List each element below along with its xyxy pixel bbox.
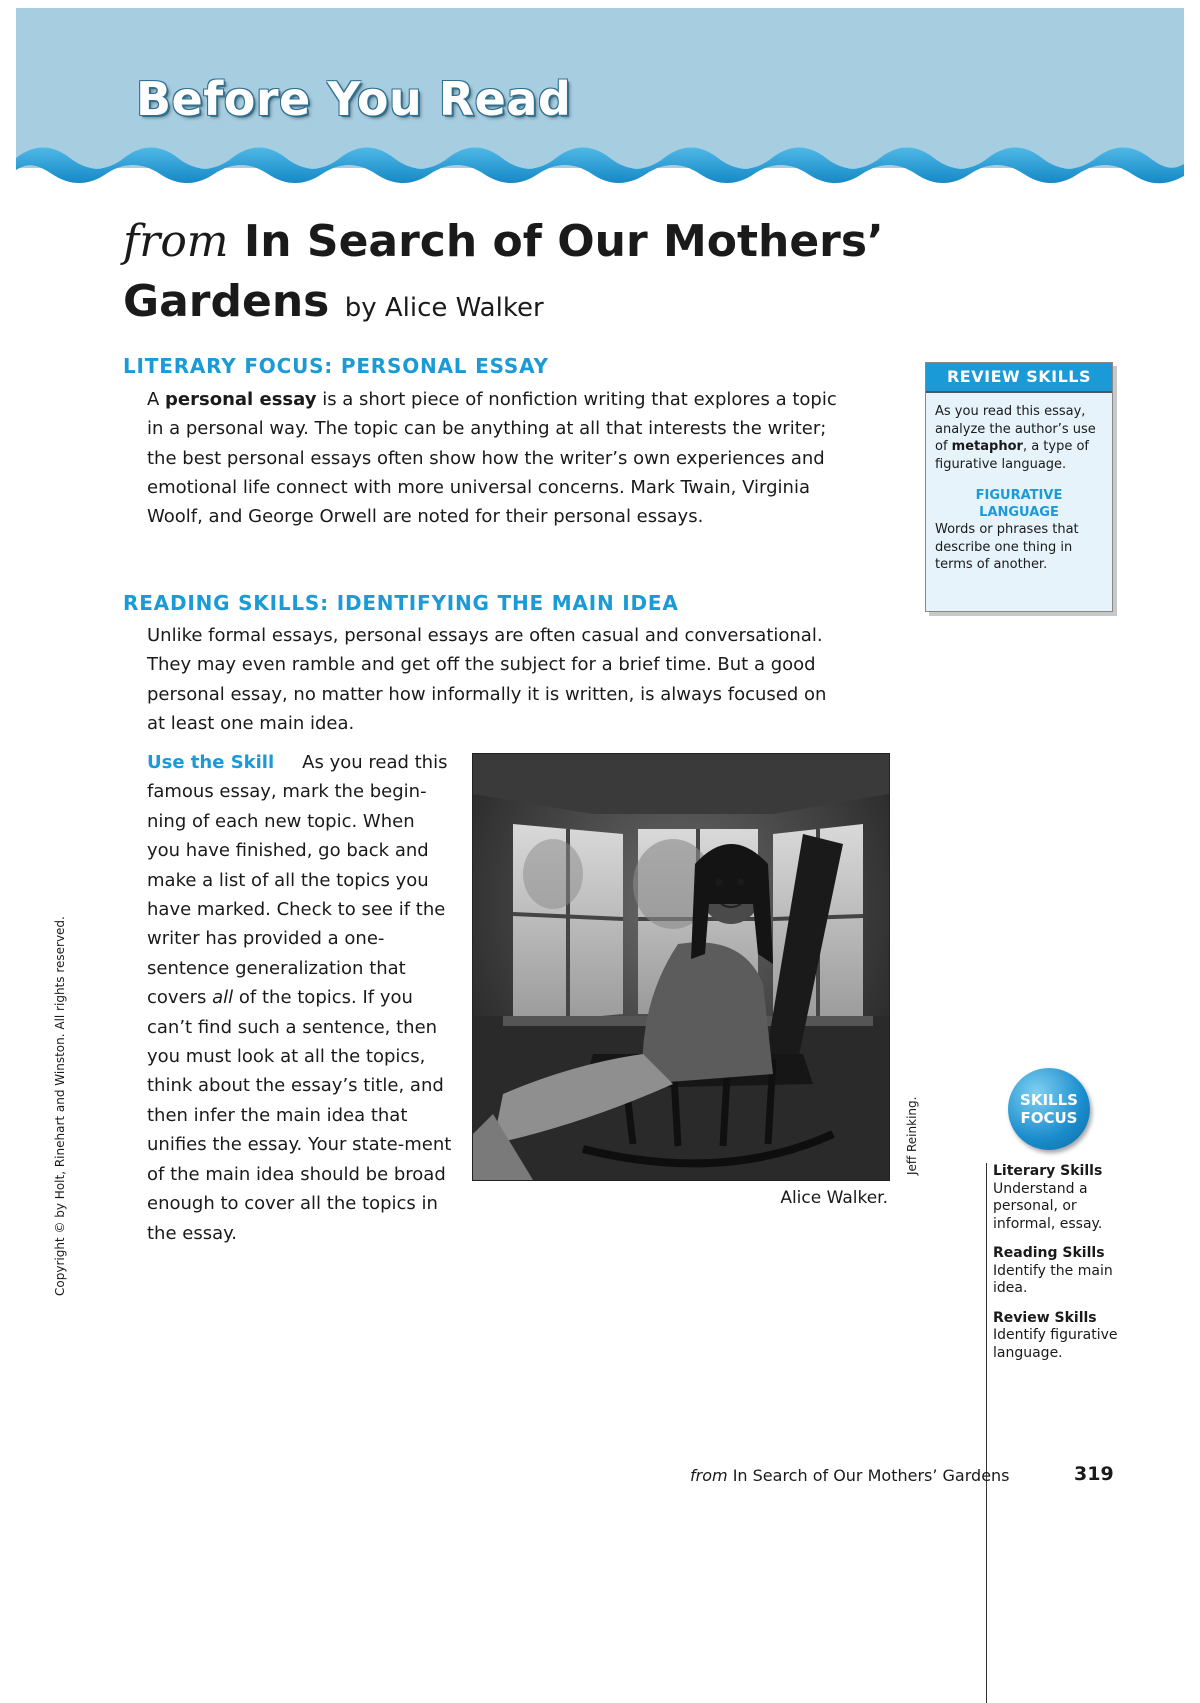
selection-title bbox=[123, 212, 884, 272]
footer-from: from bbox=[690, 1466, 728, 1485]
skill-head-review: Review Skills bbox=[993, 1309, 1097, 1326]
skill-head-literary: Literary Skills bbox=[993, 1163, 1103, 1179]
footer-running-title bbox=[690, 1466, 1010, 1485]
skill-desc-review: Identify figurative language. bbox=[993, 1327, 1118, 1361]
use-skill-text-b: of the topics. If you can’t find such a sentence, then you must look at all the topics, think about the essay’s title, and then infer the main idea that unifies the essay. Your state-ment of the main idea should be broad enough to cover all the topics in the essay. bbox=[147, 987, 452, 1244]
footer-title: In Search of Our Mothers’ Gardens bbox=[732, 1466, 1010, 1485]
copyright-notice: Copyright © by Holt, Rinehart and Winston. All rights reserved. bbox=[53, 916, 67, 1296]
use-skill-text-a: As you read this famous essay, mark the begin-ning of each new topic. When you have finished, go back and make a list of all the topics you have marked. Check to see if the writer has provided a one-sentence generalization that covers bbox=[147, 752, 448, 1009]
review-skills-term-inline: metaphor bbox=[951, 439, 1023, 454]
literary-focus-heading: LITERARY FOCUS: PERSONAL ESSAY bbox=[123, 354, 549, 378]
literary-focus-term: personal essay bbox=[165, 389, 317, 410]
literary-focus-rest: is a short piece of nonfiction writing that explores a topic in a personal way. The topic can be anything at all that interests the writer; the best personal essays often show how the writer’s own experiences and emotional life connect with more universal concerns. Mark Twain, Virginia Woolf, and George Orwell are noted for their personal essays. bbox=[147, 389, 837, 528]
skill-desc-reading: Identify the main idea. bbox=[993, 1262, 1113, 1296]
banner-title: Before You Read bbox=[136, 72, 572, 126]
review-skills-heading: REVIEW SKILLS bbox=[926, 363, 1112, 393]
skill-head-reading: Reading Skills bbox=[993, 1245, 1105, 1261]
review-skills-text bbox=[935, 403, 1104, 473]
title-byline: by Alice Walker bbox=[344, 293, 544, 323]
review-skills-text-b: , a type of figurative language. bbox=[935, 439, 1090, 472]
review-skills-text-a: As you read this essay, analyze the author’s use of bbox=[935, 404, 1096, 454]
header-banner bbox=[16, 8, 1184, 184]
literary-focus-lead: A bbox=[147, 389, 166, 410]
skills-focus-badge-text: SKILLS FOCUS bbox=[1020, 1091, 1078, 1127]
review-skills-definition: Words or phrases that describe one thing in terms of another. bbox=[935, 522, 1079, 572]
title-name-line1: In Search of Our Mothers’ bbox=[243, 216, 884, 267]
photo-credit: Jeff Reinking. bbox=[905, 1096, 919, 1175]
literary-focus-paragraph bbox=[147, 385, 847, 531]
author-photo bbox=[472, 753, 890, 1181]
review-skills-term: FIGURATIVE LANGUAGE bbox=[975, 488, 1063, 520]
skills-focus-list bbox=[986, 1163, 1123, 1703]
reading-skills-heading: READING SKILLS: IDENTIFYING THE MAIN IDEA bbox=[123, 591, 679, 615]
use-skill-emphasis: all bbox=[212, 987, 234, 1009]
use-skill-paragraph bbox=[147, 748, 452, 1248]
title-from: from bbox=[123, 216, 229, 267]
title-name-line2: Gardens bbox=[123, 276, 330, 327]
photo-caption: Alice Walker. bbox=[780, 1188, 888, 1208]
use-skill-label: Use the Skill bbox=[147, 752, 275, 773]
page-number: 319 bbox=[1074, 1463, 1114, 1485]
selection-title-line2 bbox=[123, 272, 544, 338]
skill-desc-literary: Understand a personal, or informal, essay. bbox=[993, 1180, 1103, 1232]
review-skills-box bbox=[925, 362, 1113, 612]
skills-focus-badge bbox=[1008, 1068, 1090, 1150]
reading-skills-paragraph: Unlike formal essays, personal essays are often casual and conversational. They may even ramble and get off the subject for a brief time. But a good personal essay, no matter how informally it is written, is always focused on at least one main idea. bbox=[147, 625, 827, 734]
author-photo-illustration bbox=[473, 754, 889, 1180]
